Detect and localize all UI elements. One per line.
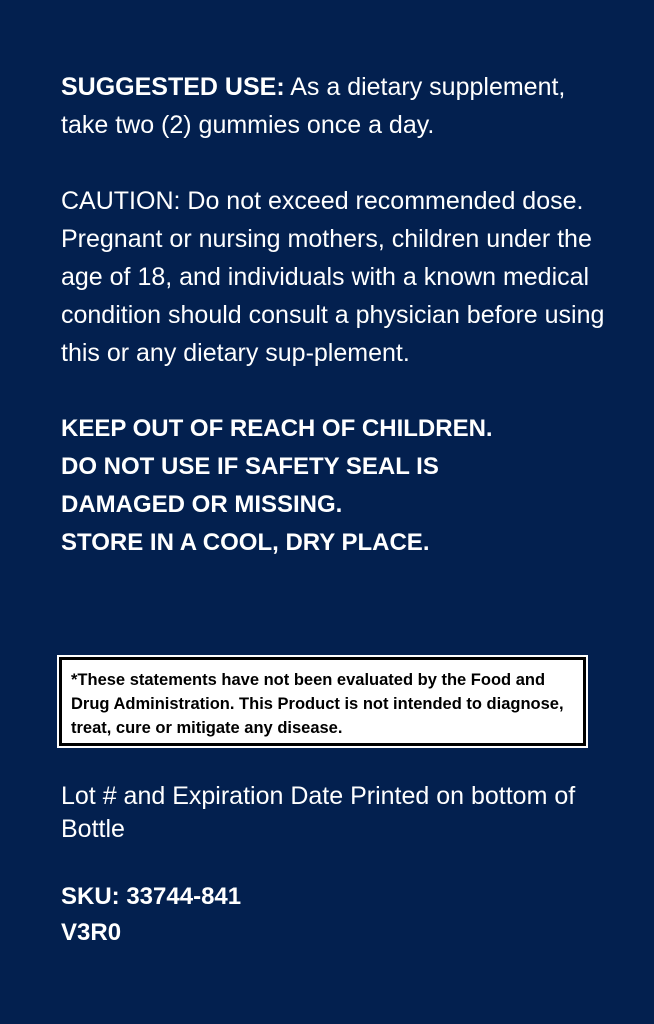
version-code: V3R0	[61, 919, 122, 946]
suggested-use-paragraph	[61, 68, 614, 144]
sku-block	[61, 879, 241, 951]
fda-disclaimer-box	[59, 657, 586, 746]
warning-line-storage: STORE IN A COOL, DRY PLACE.	[61, 529, 430, 556]
suggested-use-text: As a dietary supplement, take two (2) gummies once a day.	[61, 73, 566, 139]
warning-line-keep-out-of-reach: KEEP OUT OF REACH OF CHILDREN.	[61, 415, 493, 442]
warning-line-damaged-missing: DAMAGED OR MISSING.	[61, 491, 343, 518]
fda-disclaimer-text: *These statements have not been evaluated by the Food and Drug Administration. This Product is not intended to diagnose, treat, cure or mitigate any disease.	[71, 671, 564, 737]
sku-number: SKU: 33744-841	[61, 883, 242, 910]
suggested-use-heading: SUGGESTED USE:	[61, 73, 285, 101]
caution-paragraph: CAUTION: Do not exceed recommended dose. Pregnant or nursing mothers, children under the age of 18, and individuals with a known medical condition should consult a physician before using this or any dietary sup-plement.	[61, 187, 605, 367]
warnings-block	[61, 410, 614, 562]
lot-expiration-note: Lot # and Expiration Date Printed on bottom of Bottle	[61, 782, 576, 843]
warning-line-safety-seal: DO NOT USE IF SAFETY SEAL IS	[61, 453, 439, 480]
